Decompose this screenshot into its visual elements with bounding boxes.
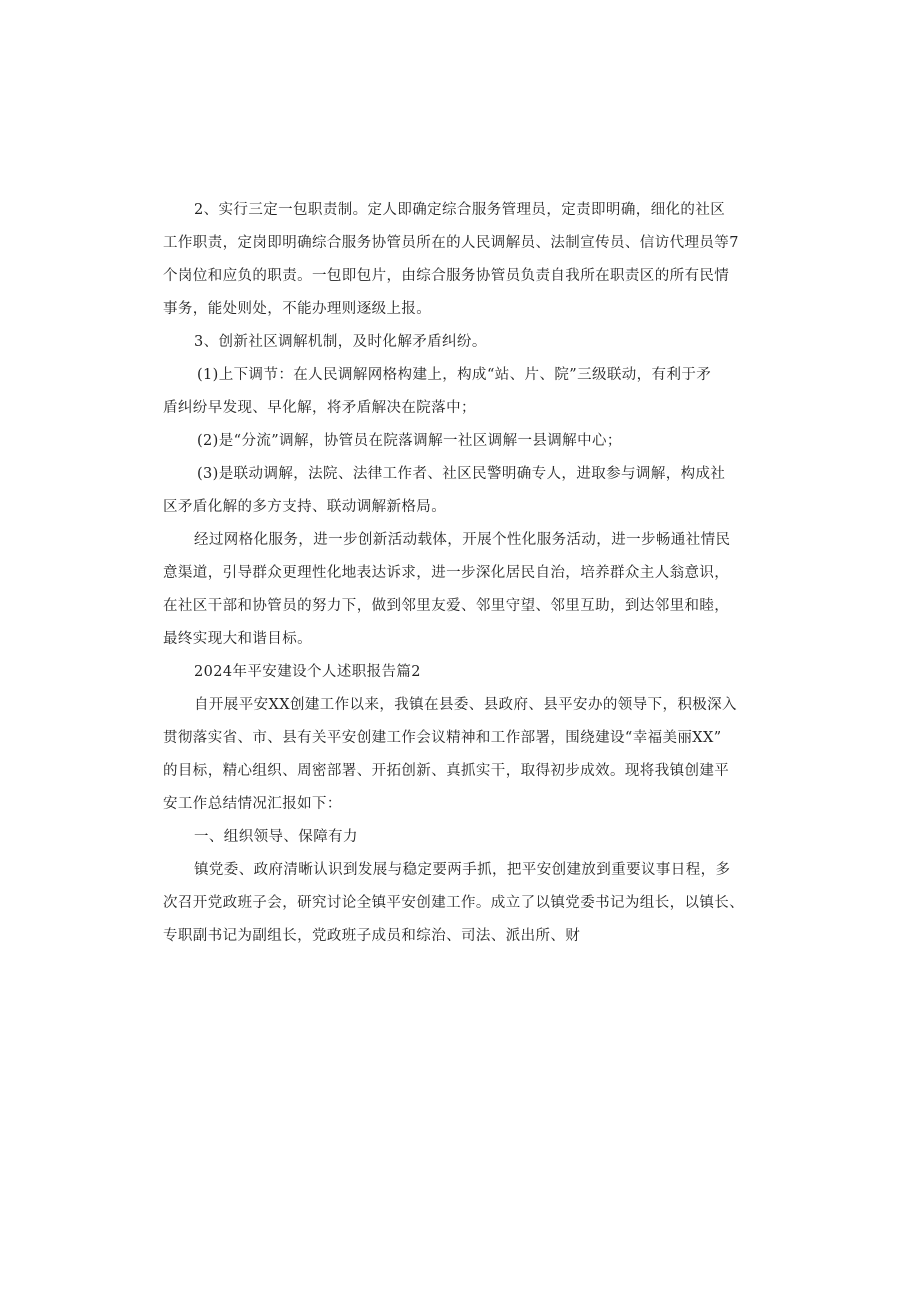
text-line: 安工作总结情况汇报如下： (163, 796, 342, 812)
text-line: 3、创新社区调解机制，及时化解矛盾纠纷。 (194, 334, 487, 350)
text-line: (2)是“分流”调解，协管员在院落调解一社区调解一县调解中心； (197, 433, 622, 449)
text-line: 自开展平安XX创建工作以来，我镇在县委、县政府、县平安办的领导下，积极深入 (194, 697, 737, 713)
text-line: 经过网格化服务，进一步创新活动载体，开展个性化服务活动，进一步畅通社情民 (194, 532, 731, 548)
section-heading: 2024年平安建设个人述职报告篇2 (194, 664, 421, 680)
text-line: 的目标，精心组织、周密部署、开拓创新、真抓实干，取得初步成效。现将我镇创建平 (163, 763, 730, 779)
text-line: 次召开党政班子会，研究讨论全镇平安创建工作。成立了以镇党委书记为组长，以镇长、 (163, 895, 745, 911)
text-line: (1)上下调节：在人民调解网格构建上，构成“站、片、院”三级联动，有利于矛 (197, 367, 712, 383)
text-line: 专职副书记为副组长，党政班子成员和综治、司法、派出所、财 (163, 928, 581, 944)
text-line: 工作职责，定岗即明确综合服务协管员所在的人民调解员、法制宣传员、信访代理员等7 (163, 235, 739, 251)
text-line: (3)是联动调解，法院、法律工作者、社区民警明确专人，进取参与调解，构成社 (197, 466, 726, 482)
text-line: 最终实现大和谐目标。 (163, 631, 312, 647)
text-line: 区矛盾化解的多方支持、联动调解新格局。 (163, 499, 447, 515)
text-line: 意渠道，引导群众更理性化地表达诉求，进一步深化居民自治，培养群众主人翁意识， (163, 565, 730, 581)
text-line: 个岗位和应负的职责。一包即包片，由综合服务协管员负责自我所在职责区的所有民情 (163, 268, 730, 284)
text-line: 贯彻落实省、市、县有关平安创建工作会议精神和工作部署，围绕建设“幸福美丽XX” (163, 730, 722, 746)
text-line: 在社区干部和协管员的努力下，做到邻里友爱、邻里守望、邻里互助，到达邻里和睦， (163, 598, 730, 614)
text-line: 盾纠纷早发现、早化解，将矛盾解决在院落中； (163, 400, 476, 416)
text-line: 镇党委、政府清晰认识到发展与稳定要两手抓，把平安创建放到重要议事日程，多 (194, 862, 731, 878)
text-line: 2、实行三定一包职责制。定人即确定综合服务管理员，定责即明确，细化的社区 (194, 202, 726, 218)
text-line: 事务，能处则处，不能办理则逐级上报。 (163, 301, 432, 317)
subsection-heading: 一、组织领导、保障有力 (194, 829, 358, 845)
